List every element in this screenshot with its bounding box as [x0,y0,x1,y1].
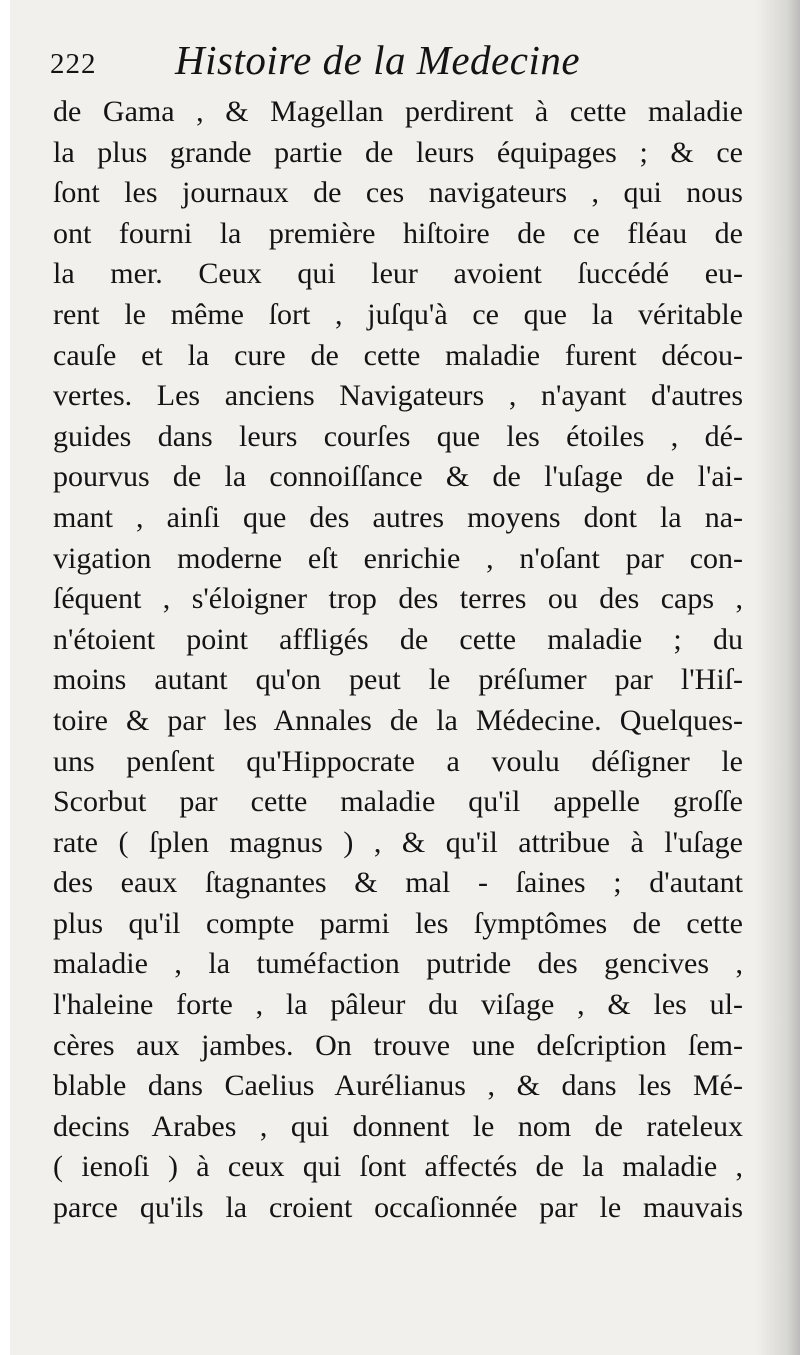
text-line: cauſe et la cure de cette maladie furent décou- [53,338,743,372]
text-line: la mer. Ceux qui leur avoient ſuccédé eu- [53,257,743,291]
text-line: mant , ainſi que des autres moyens dont la na- [53,500,743,534]
binding-shadow [755,0,800,1355]
text-line: n'étoient point affligés de cette maladie ; du [53,622,743,656]
text-line: toire & par les Annales de la Médecine. Quelques- [53,703,743,737]
text-line: blable dans Caelius Aurélianus , & dans les Mé- [53,1069,743,1103]
text-line: Scorbut par cette maladie qu'il appelle groſſe [53,785,743,819]
text-line: guides dans leurs courſes que les étoiles , dé- [53,419,743,453]
page-number: 222 [50,48,97,80]
text-line: de Gama , & Magellan perdirent à cette maladie [53,95,743,128]
text-line: vigation moderne eſt enrichie , n'oſant par con- [53,541,743,575]
text-line: l'haleine forte , la pâleur du viſage , & les ul- [53,988,743,1022]
page-edge [0,0,10,1355]
text-line: decins Arabes , qui donnent le nom de rateleux [53,1109,743,1143]
body-text [53,92,743,1229]
text-line: ſéquent , s'éloigner trop des terres ou des caps , [53,582,743,616]
text-line: des eaux ſtagnantes & mal - ſaines ; d'autant [53,866,743,900]
text-line: cères aux jambes. On trouve une deſcription ſem- [53,1028,743,1062]
page-header [50,36,770,92]
text-line: pourvus de la connoiſſance & de l'uſage de l'ai- [53,460,743,494]
text-line: plus qu'il compte parmi les ſymptômes de cette [53,906,743,940]
text-line: la plus grande partie de leurs équipages ; & ce [53,135,743,169]
text-line: ont fourni la première hiſtoire de ce fléau de [53,216,743,250]
text-line: moins autant qu'on peut le préſumer par l'Hiſ- [53,663,743,697]
running-title: Histoire de la Medecine [175,37,581,83]
text-line: rent le même ſort , juſqu'à ce que la véritable [53,297,743,331]
text-line: maladie , la tuméfaction putride des gencives , [53,947,743,981]
text-line: vertes. Les anciens Navigateurs , n'ayant d'autres [53,379,743,413]
text-line: ſont les journaux de ces navigateurs , qui nous [53,176,743,210]
text-line: uns penſent qu'Hippocrate a voulu déſigner le [53,744,743,778]
text-line: ( ienoſi ) à ceux qui ſont affectés de la maladie , [53,1150,743,1184]
text-line: parce qu'ils la croient occaſionnée par le mauvais [53,1191,743,1225]
text-line: rate ( ſplen magnus ) , & qu'il attribue à l'uſage [53,825,743,859]
